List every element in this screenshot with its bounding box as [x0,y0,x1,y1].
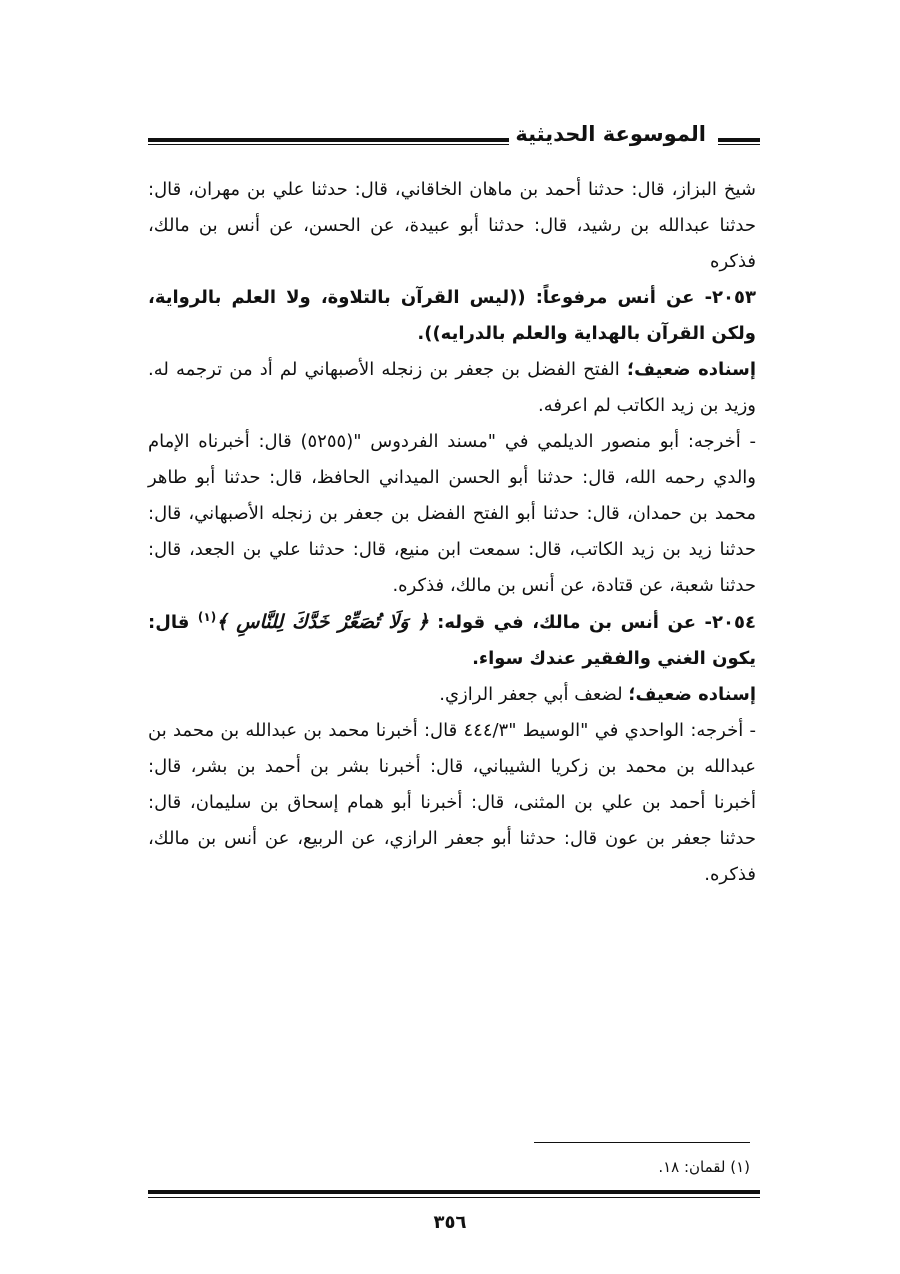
header-rule-right-thick [718,138,760,142]
header-rule-left-thin [148,144,558,145]
header-rule-right-thin [718,144,760,145]
running-header [148,116,760,164]
page-body [148,172,756,893]
footnote-separator [534,1142,750,1143]
header-rule-left-thick [148,138,558,142]
takhrij-2054: - أخرجه: الواحدي في "الوسيط "٤٤٤/٣ قال: أخبرنا محمد بن عبدالله بن محمد بن عبدالله بن محمد بن زكريا الشيباني، قال: أخبرنا بشر بن أحمد بن بشر، قال: أخبرنا أحمد بن علي بن المثنى، قال: أخبرنا أبو همام إسحاق بن سليمان، قال: حدثنا جعفر بن عون قال: حدثنا أبو جعفر الرازي، عن الربيع، عن أنس بن مالك، فذكره. [148,720,756,885]
quran-verse: ﴿ وَلَا تُصَعِّرْ خَدَّكَ لِلنَّاسِ ﴾ [216,611,429,633]
isnad-label: إسناده ضعيف؛ [626,359,756,380]
hadith-2054 [148,604,756,677]
footer-rule-thick [148,1190,760,1194]
isnad-text: لضعف أبي جعفر الرازي. [439,684,629,705]
hadith-2054-text: قال: يكون الغني والفقير عندك سواء. [148,612,756,669]
page-number: ٣٥٦ [433,1212,467,1233]
hadith-2053: ٢٠٥٣- عن أنس مرفوعاً: ((ليس القرآن بالتلاوة، ولا العلم بالرواية، ولكن القرآن بالهداية والعلم بالدرايه)). [148,287,756,344]
footer-rule-thin [148,1197,760,1198]
isnad-note-2053 [148,352,756,424]
isnad-label: إسناده ضعيف؛ [628,684,756,705]
isnad-text: الفتح الفضل بن جعفر بن زنجله الأصبهاني لم أد من ترجمه له. وزيد بن زيد الكاتب لم اعرفه. [148,359,756,416]
footnote-reference[interactable]: (١) [197,610,217,624]
isnad-note-2054 [148,677,756,713]
footnote: (١) لقمان: ١٨. [658,1158,750,1176]
takhrij-2053: - أخرجه: أبو منصور الديلمي في "مسند الفردوس "(٥٢٥٥) قال: أخبرناه الإمام والدي رحمه الله، قال: حدثنا أبو الحسن الميداني الحافظ، قال: حدثنا أبو طاهر محمد بن حمدان، قال: حدثنا أبو الفتح الفضل بن جعفر بن زنجله الأصبهاني، قال: حدثنا زيد بن زيد الكاتب، قال: سمعت ابن منيع، قال: حدثنا علي بن الجعد، قال: حدثنا شعبة، عن قتادة، عن أنس بن مالك، فذكره. [148,431,756,596]
paragraph-continuation: شيخ البزاز، قال: حدثنا أحمد بن ماهان الخاقاني، قال: حدثنا علي بن مهران، قال: حدثنا عبدالله بن رشيد، قال: حدثنا أبو عبيدة، عن الحسن، عن أنس بن مالك، فذكره [148,179,756,272]
header-title: الموسوعة الحديثية [509,120,712,148]
hadith-2054-intro: ٢٠٥٤- عن أنس بن مالك، في قوله: [428,612,756,633]
